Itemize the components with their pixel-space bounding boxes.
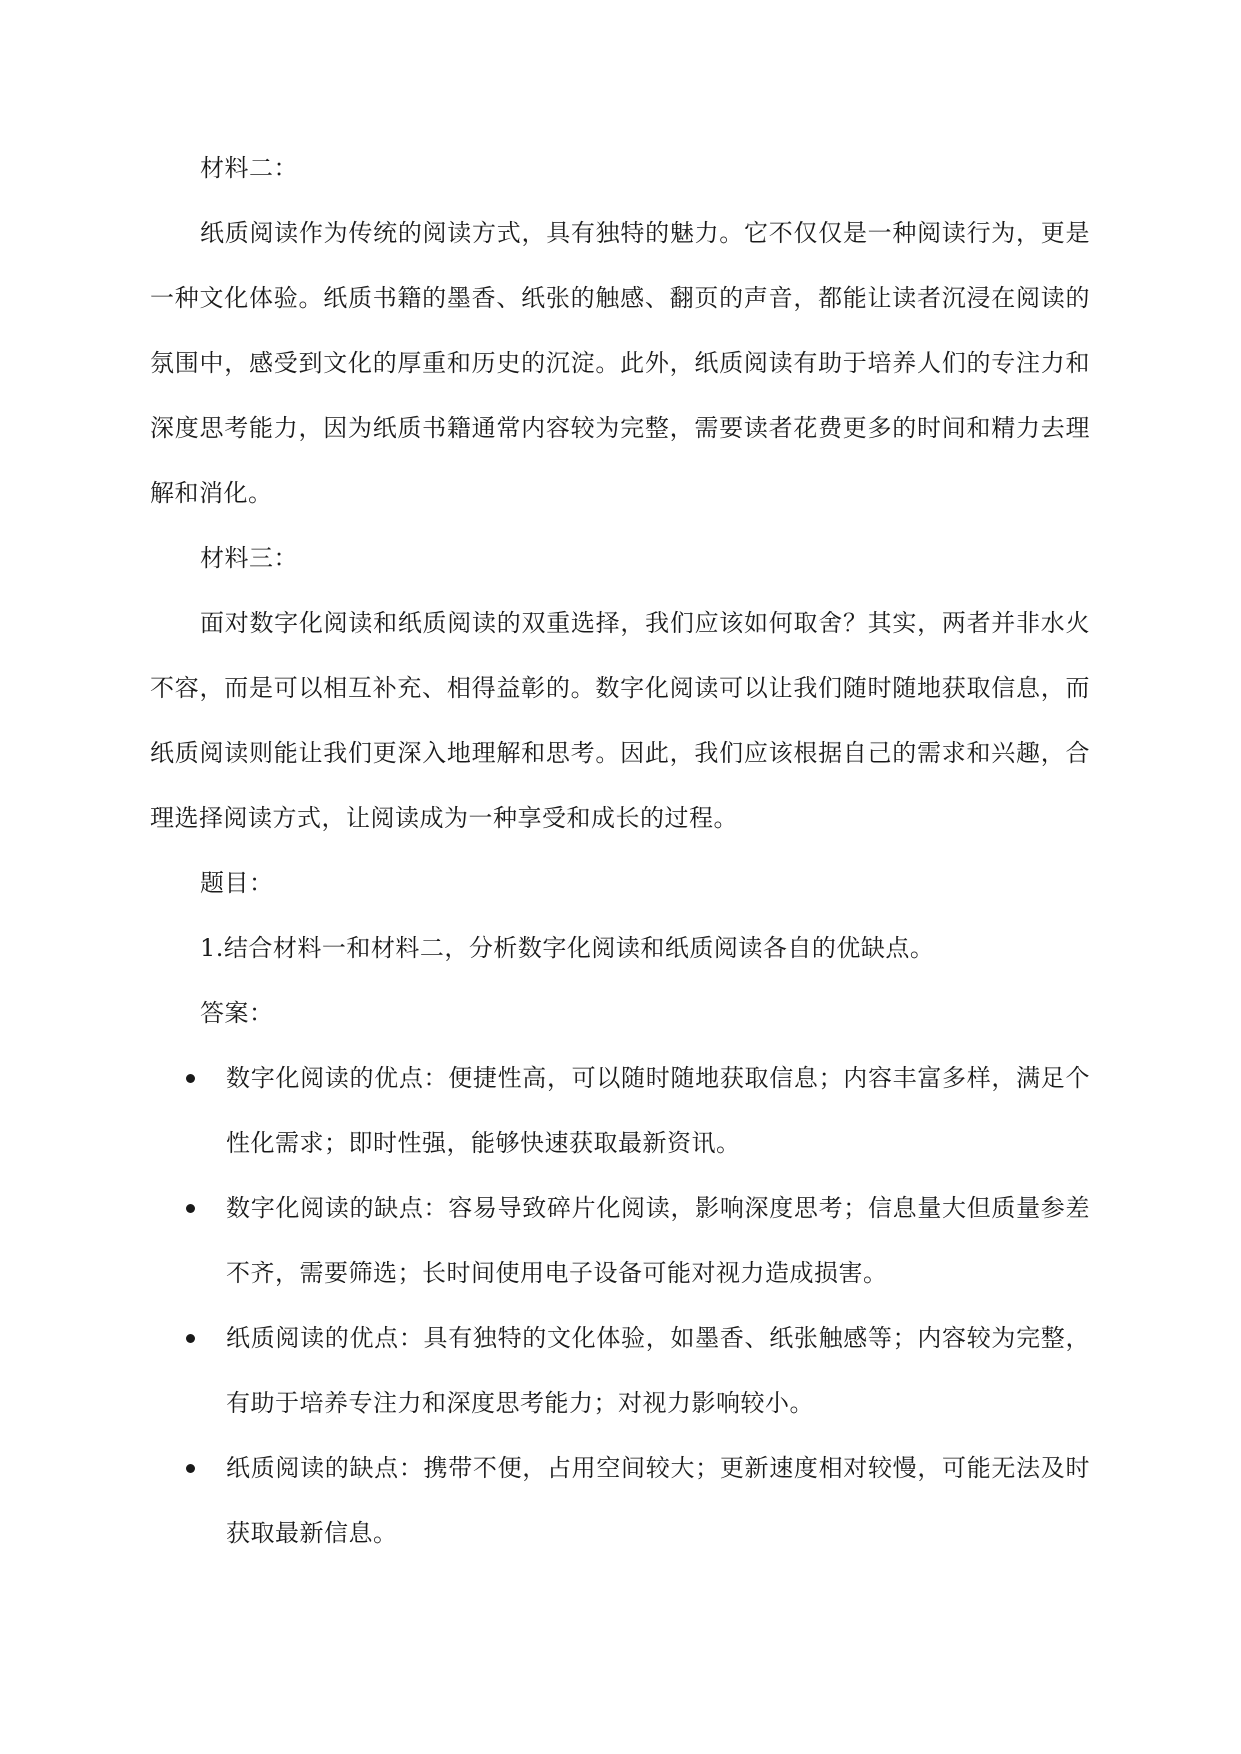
question-label: 题目：	[200, 869, 274, 897]
answer-item	[150, 1176, 1090, 1306]
document-body	[150, 136, 1090, 1566]
answer-item	[150, 1436, 1090, 1566]
material-3-label: 材料三：	[200, 544, 298, 572]
question-text: 1.结合材料一和材料二，分析数字化阅读和纸质阅读各自的优缺点。	[200, 934, 935, 962]
answer-item	[150, 1046, 1090, 1176]
material-2-label: 材料二：	[200, 154, 298, 182]
bullet-icon	[186, 1204, 195, 1213]
bullet-icon	[186, 1464, 195, 1473]
answer-item	[150, 1306, 1090, 1436]
answer-item-text: 纸质阅读的缺点：携带不便，占用空间较大；更新速度相对较慢，可能无法及时获取最新信息。	[226, 1454, 1090, 1547]
answer-list	[150, 1046, 1090, 1566]
answer-item-text: 数字化阅读的优点：便捷性高，可以随时随地获取信息；内容丰富多样，满足个性化需求；即时性强，能够快速获取最新资讯。	[226, 1064, 1090, 1157]
material-3-paragraph: 面对数字化阅读和纸质阅读的双重选择，我们应该如何取舍？其实，两者并非水火不容，而是可以相互补充、相得益彰的。数字化阅读可以让我们随时随地获取信息，而纸质阅读则能让我们更深入地理解和思考。因此，我们应该根据自己的需求和兴趣，合理选择阅读方式，让阅读成为一种享受和成长的过程。	[150, 609, 1090, 832]
material-2-paragraph: 纸质阅读作为传统的阅读方式，具有独特的魅力。它不仅仅是一种阅读行为，更是一种文化体验。纸质书籍的墨香、纸张的触感、翻页的声音，都能让读者沉浸在阅读的氛围中，感受到文化的厚重和历史的沉淀。此外，纸质阅读有助于培养人们的专注力和深度思考能力，因为纸质书籍通常内容较为完整，需要读者花费更多的时间和精力去理解和消化。	[150, 219, 1090, 507]
bullet-icon	[186, 1074, 195, 1083]
bullet-icon	[186, 1334, 195, 1343]
answer-label: 答案：	[200, 999, 274, 1027]
answer-item-text: 纸质阅读的优点：具有独特的文化体验，如墨香、纸张触感等；内容较为完整，有助于培养专注力和深度思考能力；对视力影响较小。	[226, 1324, 1090, 1417]
answer-item-text: 数字化阅读的缺点：容易导致碎片化阅读，影响深度思考；信息量大但质量参差不齐，需要筛选；长时间使用电子设备可能对视力造成损害。	[226, 1194, 1090, 1287]
